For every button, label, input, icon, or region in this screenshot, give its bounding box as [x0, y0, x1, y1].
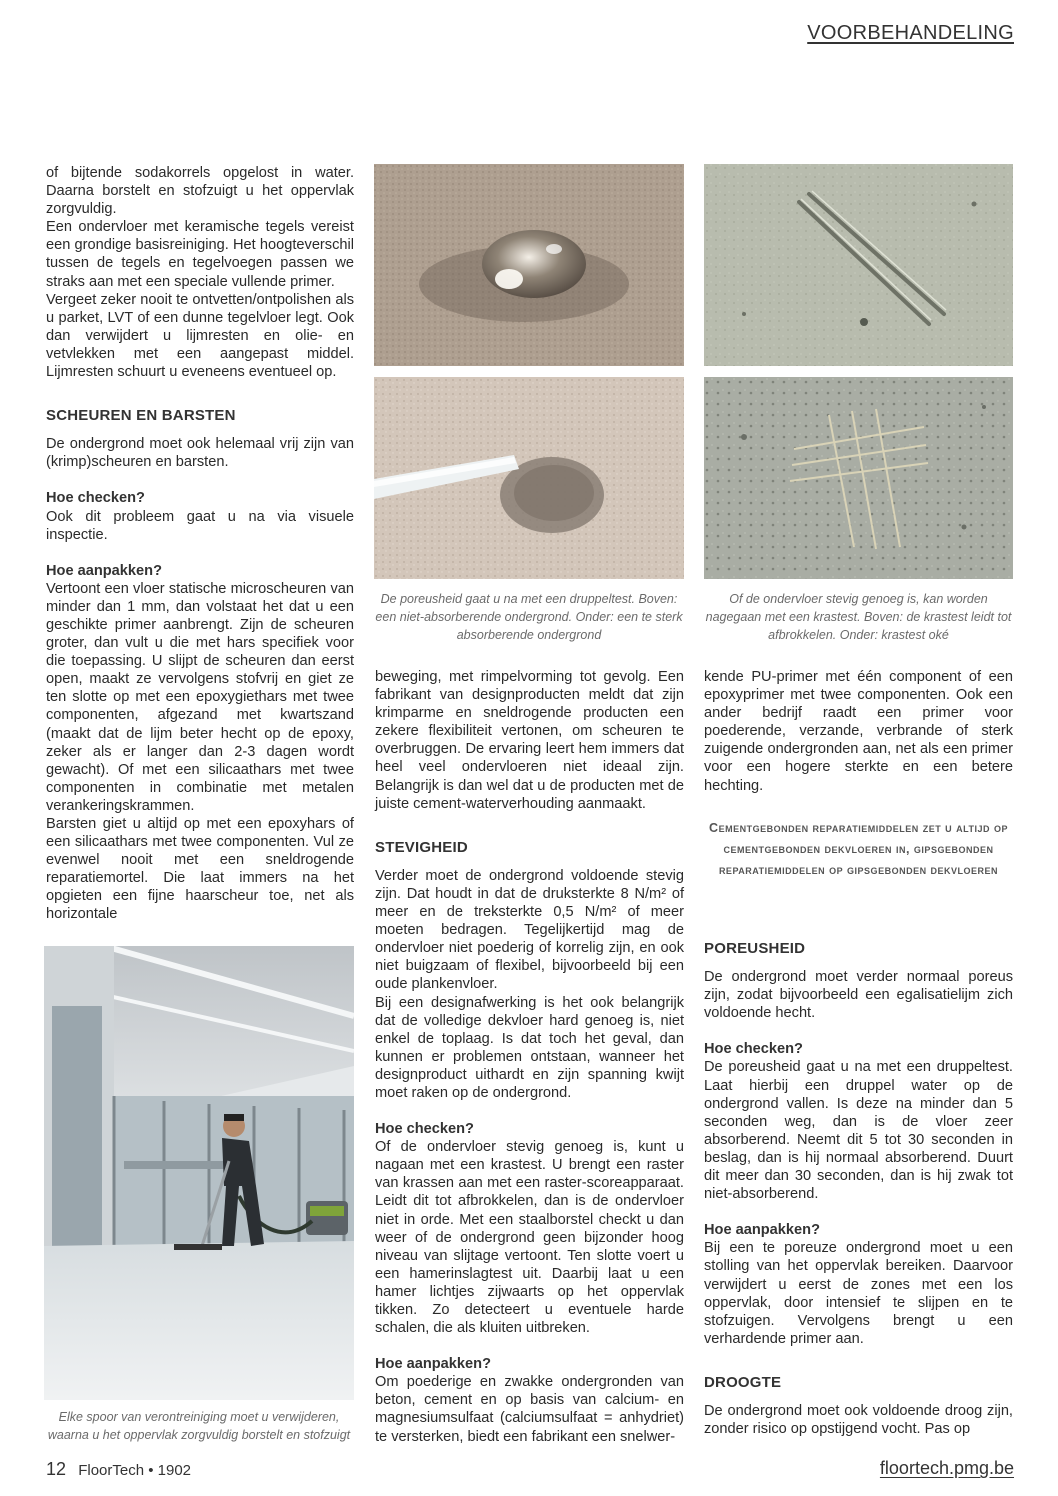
heading-droogte: DROOGTE — [704, 1373, 782, 1391]
paragraph: beweging, met rimpelvorming tot gevolg. Een fabrikant van designproducten meldt dat zijn krimparme en sneldrogende producten een zekere flexibiliteit vertonen, om scheuren te overbruggen. De ervaring leert hem immers dat heel veel ondervloeren niet ideaal zijn. Belangrijk is dan wel dat u de producten met de juiste cement-waterverhouding aanmaakt. — [375, 669, 684, 812]
caption-scratch-test: Of de ondervloer stevig genoeg is, kan worden nagegaan met een krastest. Boven: de krastest leidt tot afbrokkelen. Onder: krastest oké — [705, 592, 1012, 642]
magazine-issue: FloorTech • 1902 — [78, 1462, 192, 1479]
subheading-check: Hoe checken? — [704, 1041, 803, 1058]
section-title: VOORBEHANDELING — [807, 22, 1014, 44]
paragraph: Vertoont een vloer statische microscheuren van minder dan 1 mm, dan volstaat het dat u een geschikte primer aanbrengt. Zijn de scheuren groter, dan vult u die met hars specifiek voor die toepassing. U slijpt de scheuren dan eerst open, maakt ze vervolgens stofvrij en giet ze ten slotte op met een epoxygiethars met twee componenten, afgezand met kwartszand (maakt dat de lijm beter hecht op de epoxy, zeker als er langer dan 2-3 dagen wordt gewacht). Of met een silicaathars met twee componenten in combinatie met metalen verankeringskrammen. — [46, 580, 354, 814]
paragraph: Barsten giet u altijd op met een epoxyhars of een silicaathars met twee componenten. Vul ze evenwel nooit met een sneldrogende reparatiemortel. Die laat immers na het opgieten een fijne haarscheur toe, net als horizontale — [46, 816, 354, 923]
subheading-aanpak: Hoe aanpakken? — [704, 1222, 820, 1239]
photo-drop-absorbent — [374, 377, 684, 579]
column-2 — [375, 668, 684, 1446]
subheading-aanpak: Hoe aanpakken? — [46, 562, 162, 579]
page-number: 12 — [46, 1459, 67, 1479]
paragraph: Ook dit probleem gaat u na via visuele inspectie. — [46, 508, 354, 543]
footer-left — [46, 1459, 191, 1480]
paragraph: Bij een te poreuze ondergrond moet u een stolling van het oppervlak bereiken. Daarvoor verwijdert u eerst de zones met een los oppervlak, door intensief te slijpen en te stofzuigen. Vervolgens brengt u een verhardende primer aan. — [704, 1240, 1013, 1347]
footer-url-link[interactable]: floortech.pmg.be — [879, 1458, 1014, 1478]
paragraph: Een ondervloer met keramische tegels vereist een grondige basisreiniging. Het hoogteverschil tussen de tegels en tegelvoegen passen we straks aan met een speciale vullende primer. — [46, 219, 354, 290]
subheading-check: Hoe checken? — [375, 1121, 474, 1138]
paragraph: De ondergrond moet ook helemaal vrij zijn van (krimp)scheuren en barsten. — [46, 436, 354, 471]
paragraph: Om poederige en zwakke ondergronden van beton, cement en op basis van calcium- en magnesiumsulfaat (calciumsulfaat = anhydriet) te versterken, biedt een fabrikant een snelwer- — [375, 1374, 684, 1445]
paragraph: Of de ondervloer stevig genoeg is, kunt u nagaan met een krastest. U brengt een raster van krassen aan met een raster-scoreapparaat. Leidt dit tot afbrokkelen, dan is de ondervloer niet in orde. Met een staalborstel checkt u dan weer of de ondergrond geen bijzonder hoog niveau van slijtage vertoont. Ten slotte voert u een hamerinslagtest uit. Daarbij laat u een hamer lichtjes zijwaarts op het oppervlak tikken. Zo detecteert u eventuele harde schalen, die als kluiten uitbreken. — [375, 1139, 684, 1337]
caption-drop-test: De poreusheid gaat u na met een druppeltest. Boven: een niet-absorberende ondergrond. Onder: een te sterk absorberende ondergrond — [375, 592, 683, 642]
column-3-lower — [704, 940, 1013, 1438]
heading-poreusheid: POREUSHEID — [704, 940, 806, 957]
column-1 — [46, 164, 354, 924]
paragraph: Vergeet zeker nooit te ontvetten/ontpolishen als u parket, LVT of een dunne tegelvloer legt. Ook dan verwijdert u lijmresten en olie- en vetvlekken met een aangepast middel. Lijmresten schuurt u eveneens eventueel op. — [46, 291, 354, 381]
caption-worker-photo: Elke spoor van verontreiniging moet u verwijderen, waarna u het oppervlak zorgvuldig borstelt en stofzuigt — [47, 1410, 351, 1442]
photo-worker-vacuum — [44, 946, 354, 1400]
paragraph: De ondergrond moet ook voldoende droog zijn, zonder risico op opstijgend vocht. Pas op — [704, 1402, 1013, 1438]
paragraph: Verder moet de ondergrond voldoende stevig zijn. Dat houdt in dat de druksterkte 8 N/m² of meer en de treksterkte 0,5 N/m² of meer moeten bedragen. Tegelijkertijd mag de ondervloer niet poederig of korrelig zijn, en ook niet buigzaam of flexibel, bijvoorbeeld bij een oude plankenvloer. — [375, 867, 684, 993]
photo-drop-non-absorbent — [374, 164, 684, 366]
photo-scratch-test-crumbling — [704, 164, 1013, 366]
paragraph: of bijtende sodakorrels opgelost in water. Daarna borstelt en stofzuigt u het oppervlak zorgvuldig. — [46, 165, 354, 218]
paragraph: kende PU-primer met één component of een epoxyprimer met twee componenten. Ook een ander bedrijf raadt een primer voor poederende, verzande, verbrande of sterk zuigende ondergronden aan, net als een primer voor een hogere sterkte en een betere hechting. — [704, 669, 1013, 794]
heading-scheuren: SCHEUREN EN BARSTEN — [46, 407, 236, 425]
paragraph: Bij een designafwerking is het ook belangrijk dat de volledige dekvloer hard genoeg is, niet enkel de toplaag. Is dat toch het geval, dan kunnen er problemen ontstaan, wanneer het designproduct uithardt en zijn spanning kwijt moet raken op de ondergrond. — [375, 994, 684, 1101]
photo-scratch-test-ok — [704, 377, 1013, 579]
paragraph: De ondergrond moet verder normaal poreus zijn, zodat bijvoorbeeld een egalisatielijm zich voldoende hecht. — [704, 969, 1013, 1022]
subheading-aanpak: Hoe aanpakken? — [375, 1356, 491, 1373]
pull-quote: Cementgebonden reparatiemiddelen zet u altijd op cementgebonden dekvloeren in, gipsgebonden reparatiemiddelen op gipsgebonden dekvloeren — [709, 821, 1008, 877]
column-3 — [704, 668, 1013, 795]
subheading-check: Hoe checken? — [46, 490, 145, 507]
paragraph: De poreusheid gaat u na met een druppeltest. Laat hierbij een druppel water op de ondergrond vallen. Is deze na minder dan 5 seconden weg, dan is de vloer zeer absorberend. Neemt dit 5 tot 30 seconden in beslag, dan is hij normaal absorberend. Duurt dit meer dan 30 seconden, dan is hij zwak tot niet-absorberend. — [704, 1059, 1013, 1203]
heading-stevigheid: STEVIGHEID — [375, 838, 468, 856]
